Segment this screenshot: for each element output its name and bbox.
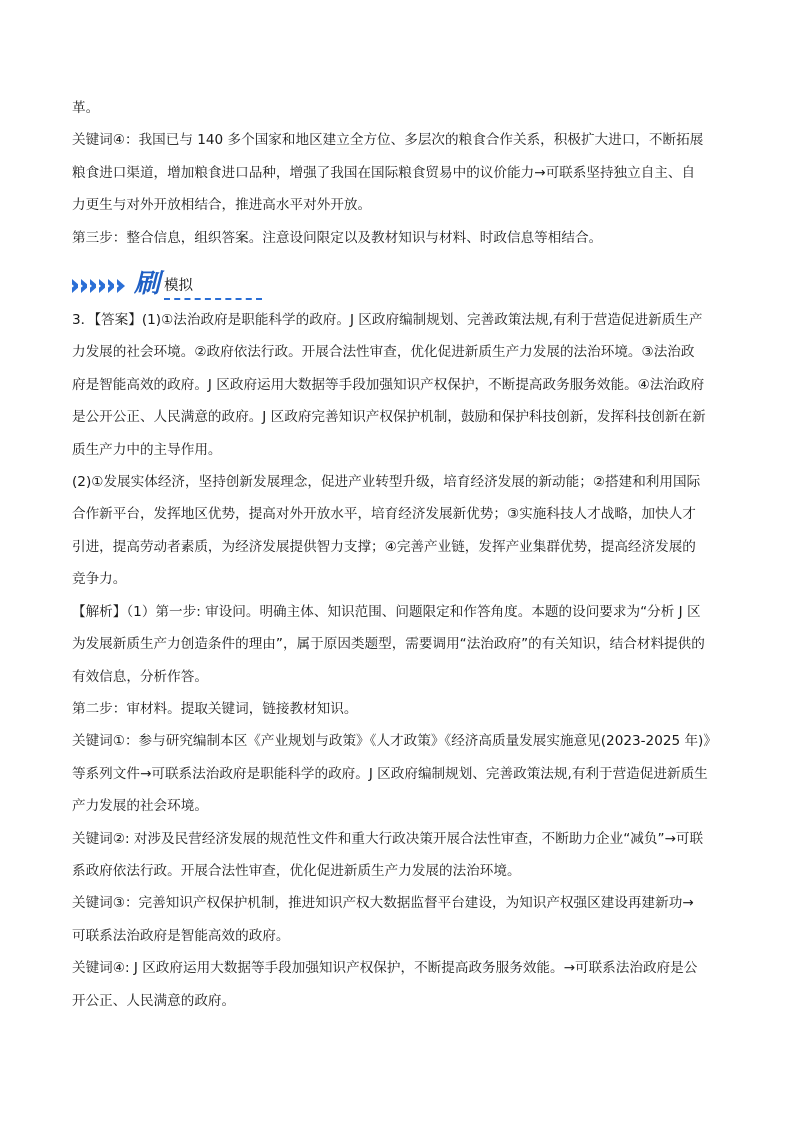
answer-line: 竞争力。	[72, 571, 127, 588]
analysis-line: 【解析】（1）第一步: 审设问。明确主体、知识范围、问题限定和作答角度。本题的设问要求为“分析 J 区	[72, 603, 701, 620]
text-line: 革。	[72, 100, 100, 116]
answer-line: 力发展的社会环境。②政府依法行政。开展合法性审查，优化促进新质生产力发展的法治环境。③法治政	[72, 344, 695, 361]
analysis-line: 有效信息，分析作答。	[72, 668, 208, 685]
answer-line: (2)①发展实体经济，坚持创新发展理念，促进产业转型升级，培育经济发展的新动能；②搭建和利用国际	[72, 474, 701, 491]
keyword-4-line: 关键词④：我国已与 140 多个国家和地区建立全方位、多层次的粮食合作关系，积极扩大进口，不断拓展	[72, 132, 704, 149]
analysis-line: 可联系法治政府是智能高效的政府。	[72, 927, 290, 944]
analysis-line: 开公正、人民满意的政府。	[72, 992, 236, 1009]
chevron-arrows-icon	[72, 278, 126, 294]
analysis-line: 关键词④: J 区政府运用大数据等手段加强知识产权保护，不断提高政务服务效能。→可联系法治政府是公	[72, 960, 698, 977]
answer-line: 3．【答案】(1)①法治政府是职能科学的政府。J 区政府编制规划、完善政策法规,有利于营造促进新质生产	[72, 312, 703, 329]
answer-line: 合作新平台，发挥地区优势，提高对外开放水平，培育经济发展新优势；③实施科技人才战略，加快人才	[72, 506, 696, 523]
analysis-line: 产力发展的社会环境。	[72, 798, 208, 815]
step-3-line: 第三步：整合信息，组织答案。注意设问限定以及教材知识与材料、时政信息等相结合。	[72, 229, 603, 246]
banner-label: 模拟	[164, 278, 194, 295]
banner-glyph: 刷	[134, 269, 161, 300]
analysis-line: 关键词②: 对涉及民营经济发展的规范性文件和重大行政决策开展合法性审查，不断助力企业“减负”→可联	[72, 830, 704, 847]
text-line: 力更生与对外开放相结合，推进高水平对外开放。	[72, 197, 372, 214]
document-page	[72, 92, 727, 1017]
analysis-line: 为发展新质生产力创造条件的理由”，属于原因类题型，需要调用“法治政府”的有关知识，结合材料提供的	[72, 636, 705, 653]
answer-line: 是公开公正、人民满意的政府。J 区政府完善知识产权保护机制，鼓励和保护科技创新，发挥科技创新在新	[72, 409, 706, 426]
dashed-underline	[164, 298, 262, 300]
answer-line: 质生产力中的主导作用。	[72, 441, 222, 458]
answer-line: 引进，提高劳动者素质，为经济发展提供智力支撑；④完善产业链，发挥产业集群优势，提高经济发展的	[72, 538, 696, 555]
analysis-line: 系政府依法行政。开展合法性审查，优化促进新质生产力发展的法治环境。	[72, 862, 521, 879]
answer-line: 府是智能高效的政府。J 区政府运用大数据等手段加强知识产权保护，不断提高政务服务效能。④法治政府	[72, 376, 705, 393]
analysis-line: 关键词③：完善知识产权保护机制，推进知识产权大数据监督平台建设，为知识产权强区建设再建新功→	[72, 895, 694, 912]
analysis-line: 关键词①：参与研究编制本区《产业规划与政策》《人才政策》《经济高质量发展实施意见(2023-2025 年)》	[72, 733, 717, 750]
section-banner	[72, 268, 727, 298]
text-line: 粮食进口渠道，增加粮食进口品种，增强了我国在国际粮食贸易中的议价能力→可联系坚持独立自主、自	[72, 164, 696, 181]
analysis-line: 等系列文件→可联系法治政府是职能科学的政府。J 区政府编制规划、完善政策法规,有利于营造促进新质生	[72, 765, 708, 782]
analysis-line: 第二步：审材料。提取关键词，链接教材知识。	[72, 700, 358, 717]
